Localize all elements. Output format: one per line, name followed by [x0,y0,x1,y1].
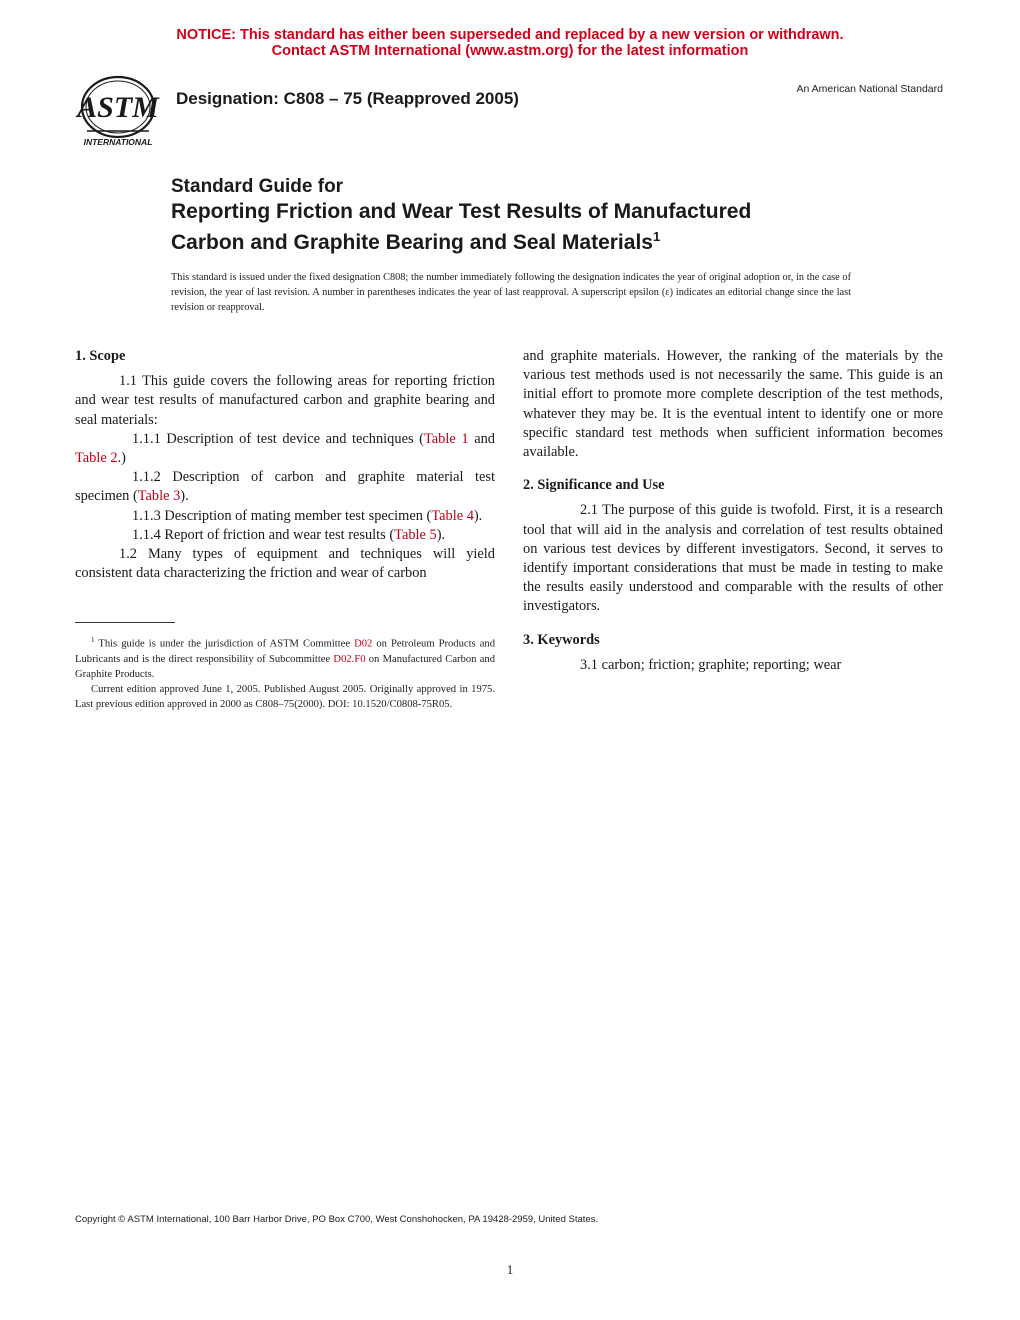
notice-line-2: Contact ASTM International (www.astm.org) for the latest information [271,43,749,59]
footnotes [75,633,495,712]
significance-heading: 2. Significance and Use [523,477,665,494]
title-footnote-mark: 1 [652,229,661,244]
subcommittee-d02f0-link[interactable]: D02.F0 [333,653,366,665]
para-1-1-2-close: ). [180,488,189,505]
para-1-1-4-text: 1.1.4 Report of friction and wear test results ( [132,526,395,543]
footnote-1 [75,633,495,682]
footnote-divider [75,622,175,623]
para-1-2-continued: and graphite materials. However, the ranking of the materials by the various test methods used is not necessarily the same. This guide is an initial effort to promote more complete description of the test methods, whatever they may be. It is the eventual intent to identify one or more specific standard test methods when sufficient information becomes available. [523,348,943,461]
left-column [75,347,495,583]
footnote-1-mark: 1 [91,636,95,644]
para-1-1-2-text: 1.1.2 Description of carbon and graphite material test specimen ( [75,469,495,505]
footnote-1-text-end: on Manufactured Carbon and Graphite Products. [75,653,496,680]
para-3-1: 3.1 carbon; friction; graphite; reporting; wear [580,656,842,673]
copyright: Copyright © ASTM International, 100 Barr Harbor Drive, PO Box C700, West Conshohocken, PA 19428-2959, United States. [75,1214,599,1225]
issued-note: This standard is issued under the fixed designation C808; the number immediately following the designation indicates the year of original adoption or, in the case of revision, the year of last revision. A number in parentheses indicates the year of last reapproval. A superscript epsilon (ε) indicates an editorial change since the last revision or reapproval. [171,272,851,313]
superseded-notice [0,27,1020,59]
para-1-2: 1.2 Many types of equipment and techniques will yield consistent data characterizing the friction and wear of carbon [75,546,495,582]
para-1-1-1-text: 1.1.1 Description of test device and techniques ( [132,430,424,447]
astm-logo [75,75,161,149]
para-1-1-3-close: ). [473,507,483,524]
para-1-1-1-close: .) [117,450,126,467]
para-1-1-2 [75,468,495,506]
para-2-1: 2.1 The purpose of this guide is twofold. First, it is a research tool that will aid in the analysis and correlation of test results obtained on various test devices by different investigators. Second, it serves to identify important considerations that must be made in testing to make the results easily understood and comparable with the results of other investigators. [523,502,943,615]
committee-d02-link[interactable]: D02 [354,638,373,650]
astm-logo-graphic [75,75,161,149]
para-1-1-1-and: and [468,430,495,447]
para-1-1-3-text: 1.1.3 Description of mating member test specimen ( [132,507,432,524]
footnote-1-text-mid: on Petroleum Products and Lubricants and is the direct responsibility of Subcommittee [75,638,495,665]
para-1-1-3 [75,507,495,526]
designation: Designation: C808 – 75 (Reapproved 2005) [176,89,519,108]
title-line-3-wrap [171,224,931,255]
table-1-link[interactable]: Table 1 [423,430,469,447]
para-1-1: 1.1 This guide covers the following areas for reporting friction and wear test results of manufactured carbon and graphite bearing and seal materials: [75,373,495,428]
document-title [171,174,931,255]
para-1-1-4-close: ). [436,526,446,543]
title-line-1: Standard Guide for [171,176,344,197]
table-3-link[interactable]: Table 3 [137,488,181,505]
para-1-1-1 [75,430,495,468]
table-4-link[interactable]: Table 4 [431,507,474,524]
scope-heading: 1. Scope [75,348,126,364]
footnote-edition: Current edition approved June 1, 2005. Published August 2005. Originally approved in 1975. Last previous edition approved in 2000 as C808–75(2000). DOI: 10.1520/C0808-75R05. [75,683,495,710]
table-2-link[interactable]: Table 2 [75,450,118,467]
table-5-link[interactable]: Table 5 [394,526,437,543]
national-standard-label: An American National Standard [796,83,943,95]
title-line-3: Carbon and Graphite Bearing and Seal Materials [171,231,653,254]
logo-letters: ASTM [77,91,159,124]
footnote-1-text: This guide is under the jurisdiction of ASTM Committee [98,638,355,650]
notice-line-1: NOTICE: This standard has either been superseded and replaced by a new version or withdrawn. [176,27,844,43]
keywords-heading: 3. Keywords [523,631,600,648]
title-line-2: Reporting Friction and Wear Test Results of Manufactured [171,200,752,223]
logo-label: INTERNATIONAL [83,137,153,147]
page-number: 1 [506,1262,514,1277]
right-column [523,347,943,675]
para-1-1-4 [75,526,495,545]
